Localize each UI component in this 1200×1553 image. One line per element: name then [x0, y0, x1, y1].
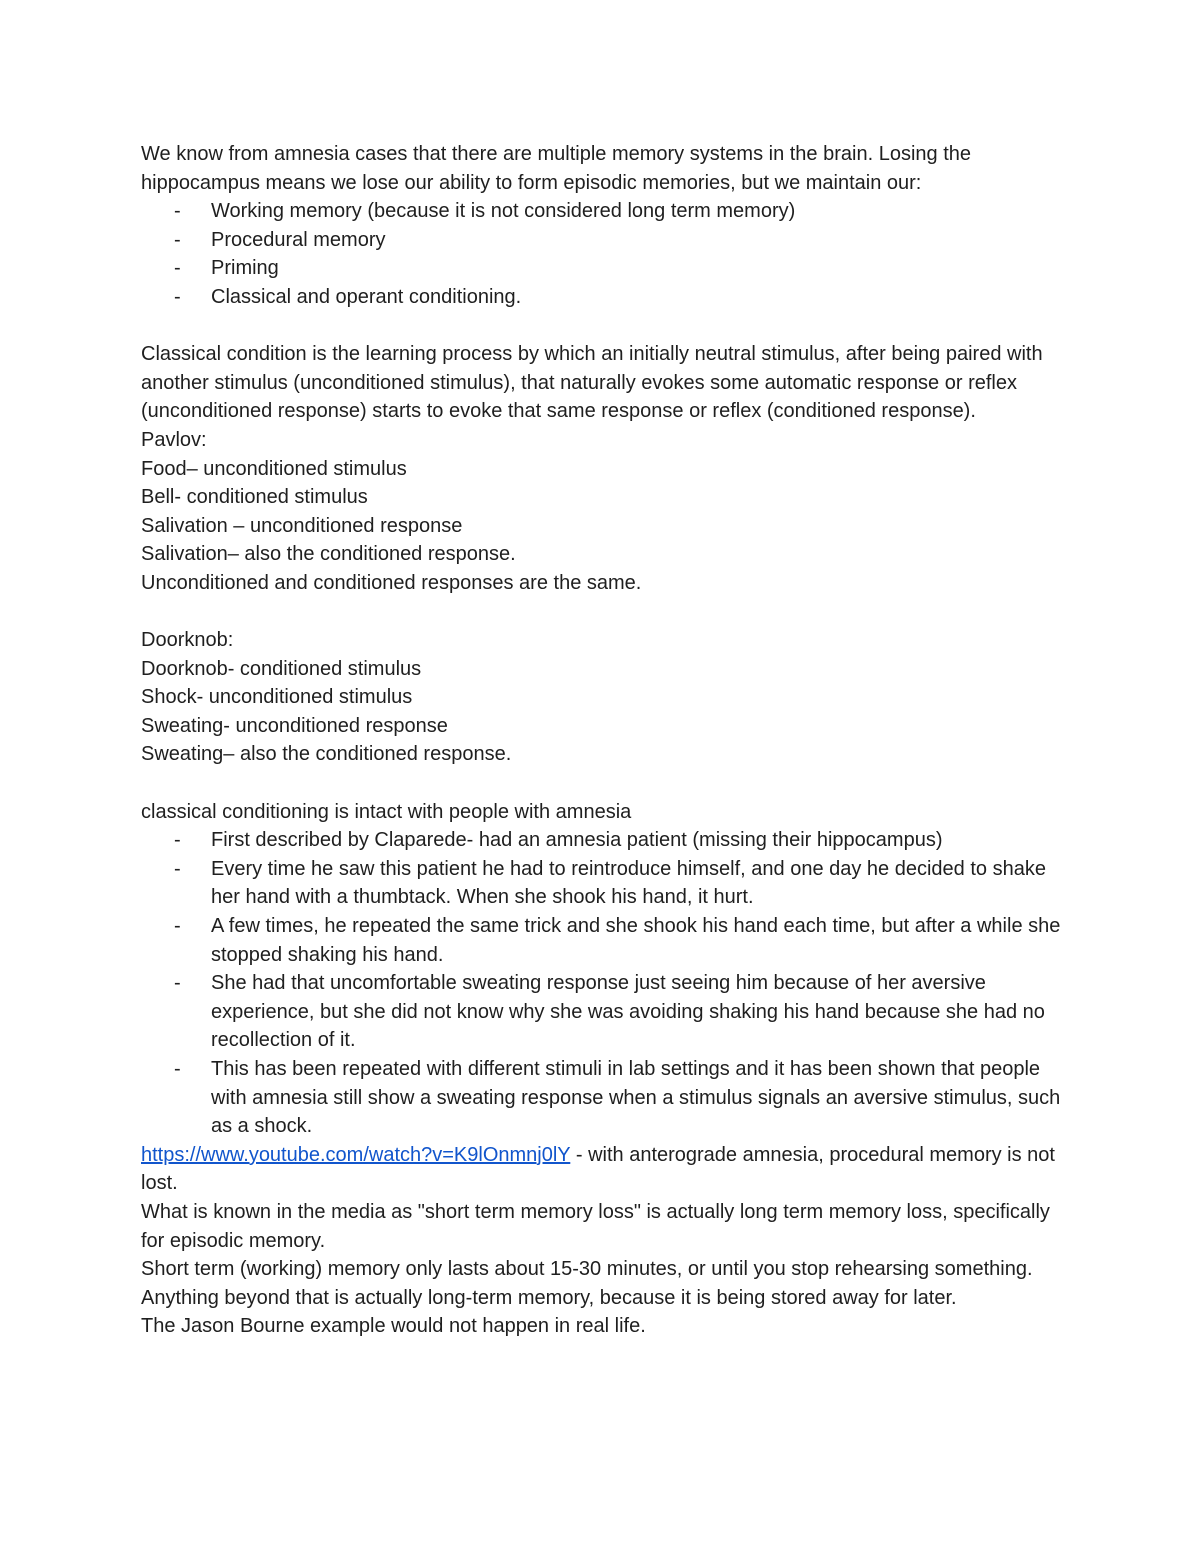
link-suffix: - with anterograde amnesia, procedural memory is not lost.	[141, 1143, 1055, 1195]
youtube-link-paragraph	[141, 1141, 1071, 1198]
blank-line	[141, 598, 1071, 627]
document-page	[141, 140, 1071, 1341]
dash-bullet: -	[174, 228, 181, 251]
doorknob-line: Sweating– also the conditioned response.	[141, 743, 512, 766]
dash-bullet: -	[174, 972, 181, 995]
list-item: - Working memory (because it is not considered long term memory)	[141, 197, 1071, 226]
intro-list	[141, 197, 1071, 311]
dash-bullet: -	[174, 257, 181, 280]
closing-line: What is known in the media as "short term memory loss" is actually long term memory loss, specifically for episodic memory.	[141, 1200, 1050, 1252]
list-item: - Procedural memory	[141, 226, 1071, 255]
pavlov-line: Salivation – unconditioned response	[141, 514, 463, 537]
dash-bullet: -	[174, 915, 181, 938]
dash-bullet: -	[174, 857, 181, 880]
dash-bullet: -	[174, 285, 181, 308]
youtube-link[interactable]: https://www.youtube.com/watch?v=K9lOnmnj0lY	[141, 1143, 571, 1166]
amnesia-list	[141, 826, 1071, 1141]
list-item: - Classical and operant conditioning.	[141, 283, 1071, 312]
blank-line	[141, 769, 1071, 798]
classical-definition: Classical condition is the learning process by which an initially neutral stimulus, after being paired with another stimulus (unconditioned stimulus), that naturally evokes some automatic response or reflex (unconditioned response) starts to evoke that same response or reflex (conditioned response).	[141, 343, 1043, 423]
dash-bullet: -	[174, 829, 181, 852]
dash-bullet: -	[174, 200, 181, 223]
list-item: - Priming	[141, 254, 1071, 283]
blank-line	[141, 312, 1071, 341]
pavlov-heading: Pavlov:	[141, 428, 207, 451]
pavlov-line: Salivation– also the conditioned response.	[141, 543, 516, 566]
list-item: - A few times, he repeated the same trick and she shook his hand each time, but after a while she stopped shaking his hand.	[141, 912, 1071, 969]
doorknob-heading: Doorknob:	[141, 629, 234, 652]
closing-line: The Jason Bourne example would not happen in real life.	[141, 1315, 646, 1338]
list-item: - Every time he saw this patient he had to reintroduce himself, and one day he decided to shake her hand with a thumbtack. When she shook his hand, it hurt.	[141, 855, 1071, 912]
amnesia-paragraph: classical conditioning is intact with people with amnesia	[141, 800, 632, 823]
pavlov-line: Food– unconditioned stimulus	[141, 457, 407, 480]
list-item: - This has been repeated with different stimuli in lab settings and it has been shown that people with amnesia still show a sweating response when a stimulus signals an aversive stimulus, such as a shock.	[141, 1055, 1071, 1141]
doorknob-line: Sweating- unconditioned response	[141, 714, 448, 737]
closing-line: Anything beyond that is actually long-term memory, because it is being stored away for later.	[141, 1286, 957, 1309]
doorknob-line: Shock- unconditioned stimulus	[141, 686, 413, 709]
closing-line: Short term (working) memory only lasts about 15-30 minutes, or until you stop rehearsing something.	[141, 1258, 1033, 1281]
doorknob-line: Doorknob- conditioned stimulus	[141, 657, 422, 680]
pavlov-line: Unconditioned and conditioned responses are the same.	[141, 571, 642, 594]
dash-bullet: -	[174, 1058, 181, 1080]
list-item: - First described by Claparede- had an amnesia patient (missing their hippocampus)	[141, 826, 1071, 855]
intro-paragraph: We know from amnesia cases that there are multiple memory systems in the brain. Losing the hippocampus means we lose our ability to form episodic memories, but we maintain our:	[141, 143, 971, 194]
pavlov-line: Bell- conditioned stimulus	[141, 486, 368, 509]
list-item: - She had that uncomfortable sweating response just seeing him because of her aversive experience, but she did not know why she was avoiding shaking his hand because she had no recollection of it.	[141, 969, 1071, 1055]
